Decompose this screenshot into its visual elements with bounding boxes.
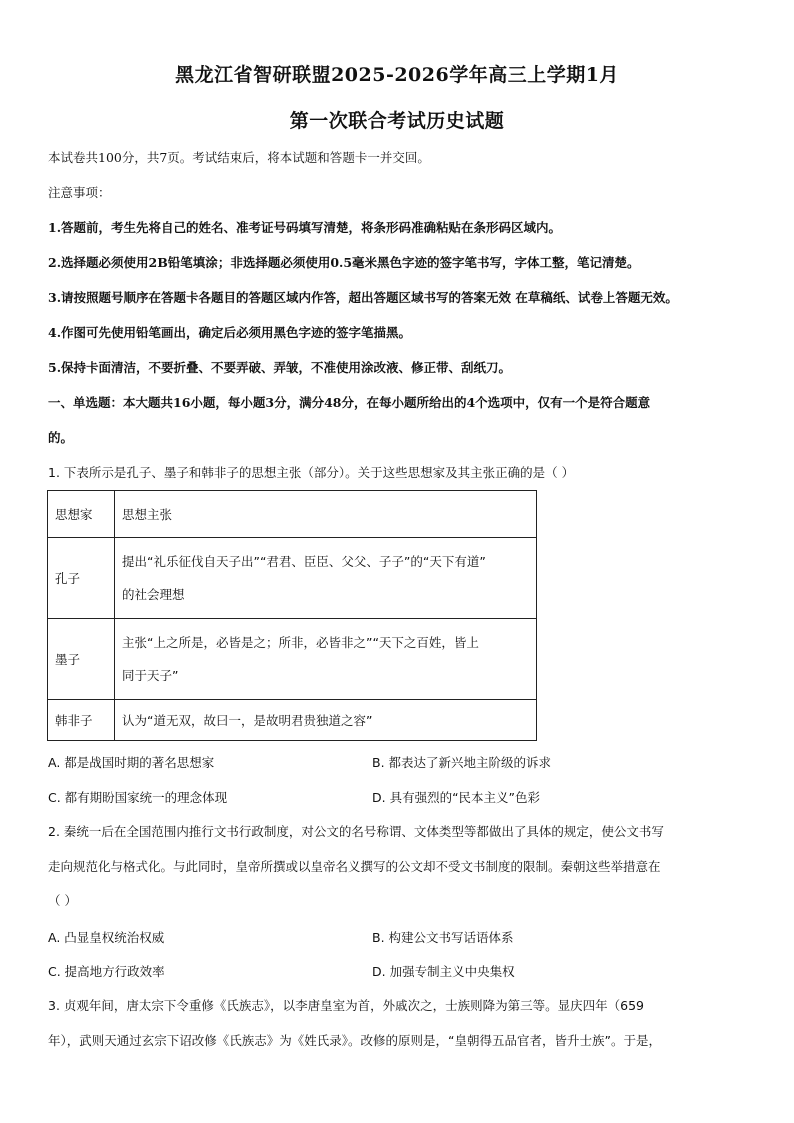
question-2-option-a: A. 凸显皇权统治权威 (48, 930, 165, 945)
claim-line: 提出“礼乐征伐自天子出”“君君、臣臣、父父、子子”的“天下有道” (122, 554, 486, 569)
question-1-stem: 1. 下表所示是孔子、墨子和韩非子的思想主张（部分）。关于这些思想家及其主张正确的是（ ） (48, 465, 575, 480)
thinker-name: 墨子 (48, 619, 115, 700)
claim-line: 主张“上之所是，必皆是之；所非，必皆非之”“天下之百姓，皆上 (122, 635, 479, 650)
question-1-option-b: B. 都表达了新兴地主阶级的诉求 (372, 755, 552, 770)
claim-line: 的社会理想 (122, 587, 185, 602)
question-3-stem-cont: 年），武则天通过玄宗下诏改修《氏族志》为《姓氏录》。改修的原则是，“皇朝得五品官者，皆升士族”。于是， (48, 1033, 661, 1048)
table-header-row (48, 491, 537, 538)
notice-item: 4.作图可先使用铅笔画出，确定后必须用黑色字迹的签字笔描黑。 (48, 325, 412, 340)
notice-item: 2.选择题必须使用2B铅笔填涂；非选择题必须使用0.5毫米黑色字迹的签字笔书写，字体工整，笔记清楚。 (48, 255, 640, 270)
table-row (48, 619, 537, 700)
section-heading: 一、单选题：本大题共16小题，每小题3分，满分48分，在每小题所给出的4个选项中，仅有一个是符合题意 (48, 395, 651, 410)
notice-heading: 注意事项： (48, 185, 111, 200)
question-1-option-d: D. 具有强烈的“民本主义”色彩 (372, 790, 541, 805)
notice-item: 1.答题前，考生先将自己的姓名、准考证号码填写清楚，将条形码准确粘贴在条形码区域内。 (48, 220, 562, 235)
question-2-stem: 2. 秦统一后在全国范围内推行文书行政制度，对公文的名号称谓、文体类型等都做出了具体的规定，使公文书写 (48, 824, 664, 839)
table-row (48, 538, 537, 619)
section-heading-cont: 的。 (48, 430, 74, 445)
question-2-option-b: B. 构建公文书写话语体系 (372, 930, 514, 945)
exam-title-line1: 黑龙江省智研联盟2025-2026学年高三上学期1月 (175, 64, 619, 86)
table-row (48, 700, 537, 741)
question-1-table (47, 490, 537, 741)
thinker-name: 韩非子 (48, 700, 115, 741)
table-header-cell: 思想家 (48, 491, 115, 538)
question-3-stem: 3. 贞观年间，唐太宗下令重修《氏族志》，以李唐皇室为首，外戚次之，士族则降为第三等。显庆四年（659 (48, 998, 645, 1013)
exam-intro: 本试卷共100分，共7页。考试结束后，将本试题和答题卡一并交回。 (48, 150, 430, 165)
question-2-option-d: D. 加强专制主义中央集权 (372, 964, 515, 979)
question-1-option-c: C. 都有期盼国家统一的理念体现 (48, 790, 228, 805)
claim-line: 同于天子” (122, 668, 179, 683)
notice-item: 5.保持卡面清洁，不要折叠、不要弄破、弄皱，不准使用涂改液、修正带、刮纸刀。 (48, 360, 512, 375)
exam-title-line2: 第一次联合考试历史试题 (289, 110, 505, 132)
question-2-stem-blank: （ ） (48, 893, 77, 908)
thinker-claim: 认为“道无双，故曰一，是故明君贵独道之容” (115, 700, 537, 741)
question-1-option-a: A. 都是战国时期的著名思想家 (48, 755, 215, 770)
thinker-claim (115, 619, 537, 700)
question-2-stem-cont: 走向规范化与格式化。与此同时，皇帝所撰或以皇帝名义撰写的公文却不受文书制度的限制。秦朝这些举措意在 (48, 859, 661, 874)
thinker-claim (115, 538, 537, 619)
table-header-cell: 思想主张 (115, 491, 537, 538)
notice-item: 3.请按照题号顺序在答题卡各题目的答题区域内作答，超出答题区域书写的答案无效 在草稿纸、试卷上答题无效。 (48, 290, 678, 305)
question-2-option-c: C. 提高地方行政效率 (48, 964, 165, 979)
thinker-name: 孔子 (48, 538, 115, 619)
